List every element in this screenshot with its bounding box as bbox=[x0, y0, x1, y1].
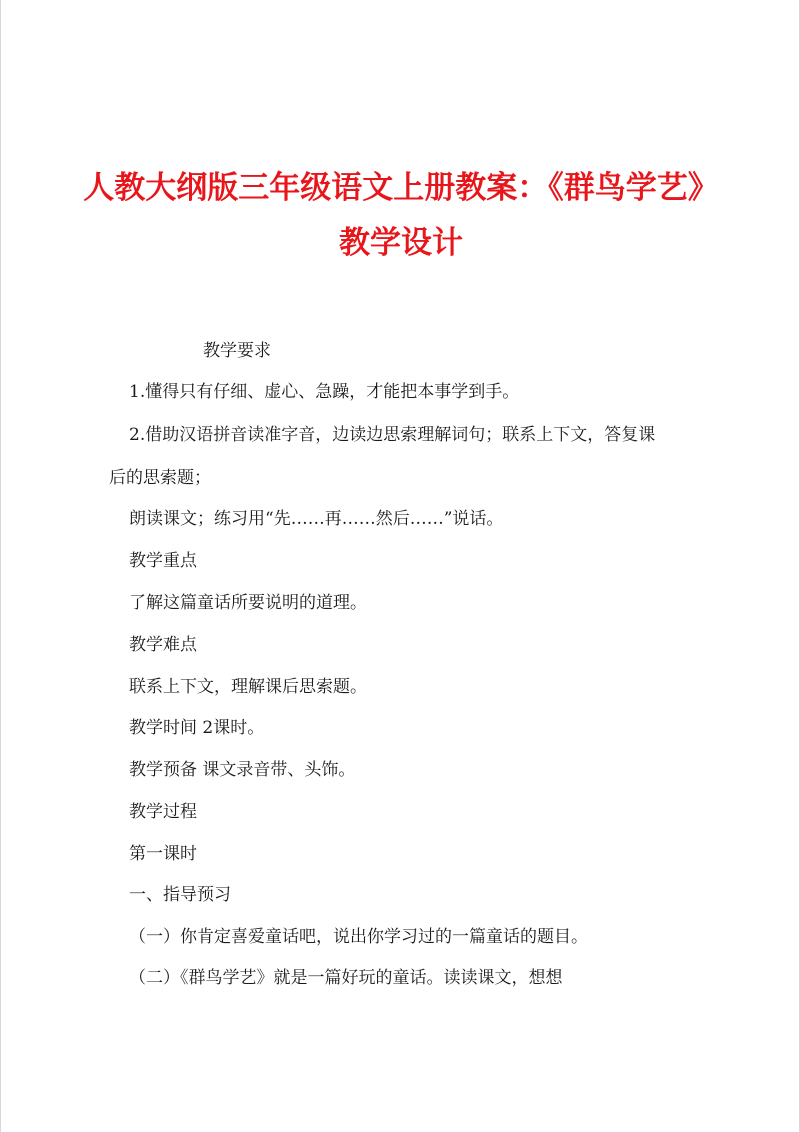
document-title-line-1: 人教大纲版三年级语文上册教案：《群鸟学艺》 bbox=[83, 170, 719, 206]
paragraph: 朗读课文；练习用“先……再……然后……”说话。 bbox=[129, 509, 504, 529]
section-heading-first-lesson: 第一课时 bbox=[129, 844, 197, 864]
section-heading-key-points: 教学重点 bbox=[129, 551, 197, 571]
section-heading-process: 教学过程 bbox=[129, 802, 197, 822]
section-heading-requirements: 教学要求 bbox=[203, 341, 271, 361]
paragraph: 后的思索题； bbox=[109, 468, 211, 488]
paragraph: 2.借助汉语拼音读准字音，边读边思索理解词句；联系上下文，答复课 bbox=[129, 425, 656, 445]
paragraph: 联系上下文，理解课后思索题。 bbox=[129, 677, 367, 697]
paragraph: （一）你肯定喜爱童话吧，说出你学习过的一篇童话的题目。 bbox=[129, 927, 588, 947]
paragraph: 了解这篇童话所要说明的道理。 bbox=[129, 593, 367, 613]
document-title-line-2: 教学设计 bbox=[339, 225, 463, 261]
paragraph: （二）《群鸟学艺》就是一篇好玩的童话。读读课文，想想 bbox=[129, 968, 563, 988]
section-heading-difficulties: 教学难点 bbox=[129, 635, 197, 655]
paragraph: 1.懂得只有仔细、虚心、急躁，才能把本事学到手。 bbox=[129, 382, 520, 402]
section-heading-preview: 一、指导预习 bbox=[129, 885, 231, 905]
paragraph-teaching-preparation: 教学预备 课文录音带、头饰。 bbox=[129, 760, 356, 780]
paragraph-teaching-time: 教学时间 2课时。 bbox=[129, 718, 265, 738]
